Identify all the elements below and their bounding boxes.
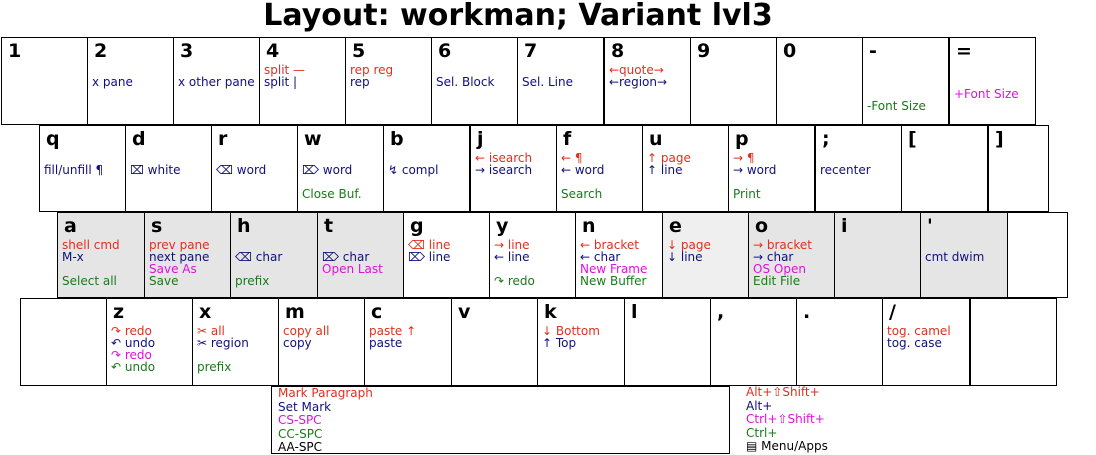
key-binding-blue: → char — [753, 250, 794, 264]
key-binding-green: Edit File — [753, 274, 801, 288]
key-binding-blue: rep — [350, 75, 370, 89]
key-label: 7 — [524, 40, 538, 62]
key-label: d — [132, 128, 146, 150]
key-binding-red: ↷ redo — [111, 324, 152, 338]
key-label: v — [458, 301, 471, 323]
key-2 — [87, 37, 174, 125]
legend-entry: Alt+ — [746, 398, 773, 413]
key-binding-blue: x other pane — [178, 75, 255, 89]
key-binding-blue: fill/unfill ¶ — [44, 163, 104, 177]
key-i — [834, 212, 921, 298]
key-l — [624, 298, 711, 386]
key-label: l — [631, 301, 638, 323]
key-binding-green: New Buffer — [580, 274, 647, 288]
key-3 — [173, 37, 260, 125]
key-q — [39, 125, 126, 212]
key-j — [470, 125, 557, 212]
key-label: s — [151, 215, 163, 237]
key-u45 — [862, 37, 949, 125]
legend-entry: ▤ Menu/Apps — [746, 439, 828, 454]
diagram-title: Layout: workman; Variant lvl3 — [263, 0, 773, 33]
key-k — [537, 298, 625, 386]
key-binding-green: -Font Size — [867, 99, 926, 113]
key-binding-blue: ↯ compl — [388, 163, 439, 177]
key-h — [230, 212, 318, 298]
key-binding-red: ↓ page — [667, 238, 711, 252]
space-binding: AA-SPC — [278, 440, 323, 455]
key-binding-mag: OS Open — [753, 262, 806, 276]
key-binding-blue: ⌦ char — [322, 250, 370, 264]
key-f — [556, 125, 643, 212]
key-binding-red: → bracket — [753, 238, 812, 252]
key-label: , — [717, 301, 725, 323]
key-binding-blue: ←region→ — [609, 75, 668, 89]
key-binding-red: ⌫ line — [408, 238, 451, 252]
legend-entry: Ctrl+⇧Shift+ — [746, 412, 825, 427]
key-label: 9 — [697, 40, 711, 62]
key-u — [642, 125, 729, 212]
key-label: n — [582, 215, 596, 237]
key-binding-blue: recenter — [820, 163, 871, 177]
key-binding-blue: ← word — [561, 163, 605, 177]
key-label: = — [956, 40, 972, 62]
key-u39 — [920, 212, 1008, 298]
key-m — [278, 298, 365, 386]
key-x — [192, 298, 279, 386]
key-binding-green: Save — [149, 274, 179, 288]
key-a — [57, 212, 145, 298]
key-binding-red: ↓ Bottom — [542, 324, 600, 338]
key-5 — [345, 37, 432, 125]
key-binding-blue: cmt dwim — [925, 250, 985, 264]
key-binding-blue: paste — [369, 336, 403, 350]
key-binding-red: paste ↑ — [369, 324, 417, 338]
key-p — [728, 125, 815, 212]
key-s — [144, 212, 231, 298]
key-label: o — [755, 215, 769, 237]
key-e — [662, 212, 749, 298]
key-label: 6 — [438, 40, 452, 62]
key-r — [211, 125, 298, 212]
key-binding-blue: → isearch — [475, 163, 533, 177]
key-binding-green: Print — [733, 187, 761, 201]
key-binding-blue: M-x — [62, 250, 84, 264]
key-label: 2 — [94, 40, 108, 62]
key-binding-red: copy all — [283, 324, 330, 338]
key-label: t — [324, 215, 334, 237]
key-label: p — [735, 128, 749, 150]
key-label: [ — [908, 128, 917, 150]
key-label: r — [218, 128, 228, 150]
key-label: c — [371, 301, 383, 323]
key-9 — [690, 37, 777, 125]
key-label: 4 — [266, 40, 280, 62]
key-binding-green: prefix — [235, 274, 270, 288]
key-n — [575, 212, 663, 298]
key-label: - — [869, 40, 877, 62]
key-binding-blue: ⌫ word — [216, 163, 267, 177]
key-blank-35 — [1007, 212, 1068, 298]
key-d — [125, 125, 212, 212]
key-binding-blue: ⌦ word — [302, 163, 353, 177]
key-binding-mag: Save As — [149, 262, 197, 276]
key-u44 — [710, 298, 797, 386]
space-binding: Mark Paragraph — [278, 386, 373, 400]
key-u93 — [988, 125, 1049, 212]
key-binding-mag: Open Last — [322, 262, 383, 276]
key-label: a — [64, 215, 77, 237]
key-label: ; — [822, 128, 830, 150]
key-binding-green: prefix — [197, 360, 232, 374]
key-u59 — [815, 125, 902, 212]
key-y — [489, 212, 576, 298]
key-z — [106, 298, 193, 386]
key-binding-blue: ⌫ char — [235, 250, 283, 264]
key-binding-red: ↑ page — [647, 151, 691, 165]
key-label: 3 — [180, 40, 194, 62]
key-binding-green: Close Buf. — [302, 187, 362, 201]
key-label: ] — [995, 128, 1004, 150]
key-g — [403, 212, 490, 298]
key-label: u — [649, 128, 663, 150]
key-binding-mag: New Frame — [580, 262, 648, 276]
key-label: x — [199, 301, 212, 323]
key-binding-red: ← bracket — [580, 238, 639, 252]
space-binding: CS-SPC — [278, 413, 322, 428]
key-binding-blue: ← char — [580, 250, 621, 264]
key-label: f — [563, 128, 572, 150]
space-binding: CC-SPC — [278, 426, 323, 441]
key-binding-blue: ↶ undo — [111, 336, 156, 350]
key-binding-blue: ⌧ white — [130, 163, 181, 177]
key-binding-mag: ↷ redo — [111, 348, 152, 362]
key-binding-blue: ↓ line — [667, 250, 703, 264]
key-binding-blue: ← line — [494, 250, 530, 264]
key-binding-red: rep reg — [350, 63, 394, 77]
key-label: w — [304, 128, 322, 150]
key-blank-36 — [20, 298, 107, 386]
key-label: g — [410, 215, 424, 237]
key-u91 — [901, 125, 988, 212]
space-binding: Set Mark — [278, 399, 332, 414]
key-label: z — [113, 301, 125, 323]
key-binding-blue: split | — [264, 75, 298, 89]
key-label: 5 — [352, 40, 366, 62]
key-label: k — [544, 301, 557, 323]
key-binding-red: ✂ all — [197, 324, 225, 338]
key-4 — [259, 37, 346, 125]
key-v — [451, 298, 538, 386]
key-label: y — [496, 215, 509, 237]
key-binding-red: ← ¶ — [561, 151, 583, 165]
key-label: 0 — [783, 40, 797, 62]
key-c — [364, 298, 452, 386]
key-label: ' — [927, 215, 933, 237]
key-label: i — [841, 215, 848, 237]
key-w — [297, 125, 384, 212]
key-binding-blue: next pane — [149, 250, 210, 264]
key-binding-red: ← isearch — [475, 151, 533, 165]
key-binding-red: tog. camel — [887, 324, 951, 338]
key-binding-blue: ⌦ line — [408, 250, 451, 264]
legend-entry: Ctrl+ — [746, 425, 778, 440]
key-8 — [604, 37, 691, 125]
key-7 — [517, 37, 604, 125]
key-binding-green: ↷ redo — [494, 274, 535, 288]
key-label: 8 — [611, 40, 625, 62]
key-binding-blue: tog. case — [887, 336, 942, 350]
key-label: 1 — [8, 40, 22, 62]
key-b — [383, 125, 470, 212]
key-u46 — [796, 298, 883, 386]
key-binding-blue: → word — [733, 163, 777, 177]
key-binding-green: Select all — [62, 274, 117, 288]
key-binding-green: Search — [561, 187, 603, 201]
key-binding-blue: Sel. Line — [522, 75, 573, 89]
key-label: q — [46, 128, 60, 150]
key-binding-blue: Sel. Block — [436, 75, 495, 89]
legend-entry: Alt+⇧Shift+ — [746, 385, 820, 399]
key-binding-red: ←quote→ — [609, 63, 664, 77]
key-t — [317, 212, 404, 298]
key-6 — [431, 37, 518, 125]
key-binding-green: ↶ undo — [111, 360, 156, 374]
key-label: j — [477, 128, 484, 150]
key-binding-red: → line — [494, 238, 530, 252]
key-binding-blue: ✂ region — [197, 336, 249, 350]
key-1 — [1, 37, 88, 125]
key-label: m — [285, 301, 305, 323]
key-label: b — [390, 128, 404, 150]
key-blank-47 — [970, 298, 1057, 386]
key-binding-blue: ↑ Top — [542, 336, 577, 350]
key-label: / — [889, 301, 896, 323]
key-binding-red: shell cmd — [62, 238, 120, 252]
key-binding-blue: copy — [283, 336, 312, 350]
key-0 — [776, 37, 863, 125]
key-label: e — [669, 215, 682, 237]
key-label: h — [237, 215, 251, 237]
key-binding-red: → ¶ — [733, 151, 755, 165]
key-u61 — [949, 37, 1036, 125]
key-u47 — [882, 298, 970, 386]
key-label: . — [803, 301, 811, 323]
space-bar — [271, 386, 730, 454]
key-binding-blue: x pane — [92, 75, 133, 89]
key-binding-mag: +Font Size — [954, 87, 1019, 101]
key-binding-red: split — — [264, 63, 306, 77]
key-binding-red: prev pane — [149, 238, 210, 252]
key-o — [748, 212, 835, 298]
key-binding-blue: ↑ line — [647, 163, 683, 177]
